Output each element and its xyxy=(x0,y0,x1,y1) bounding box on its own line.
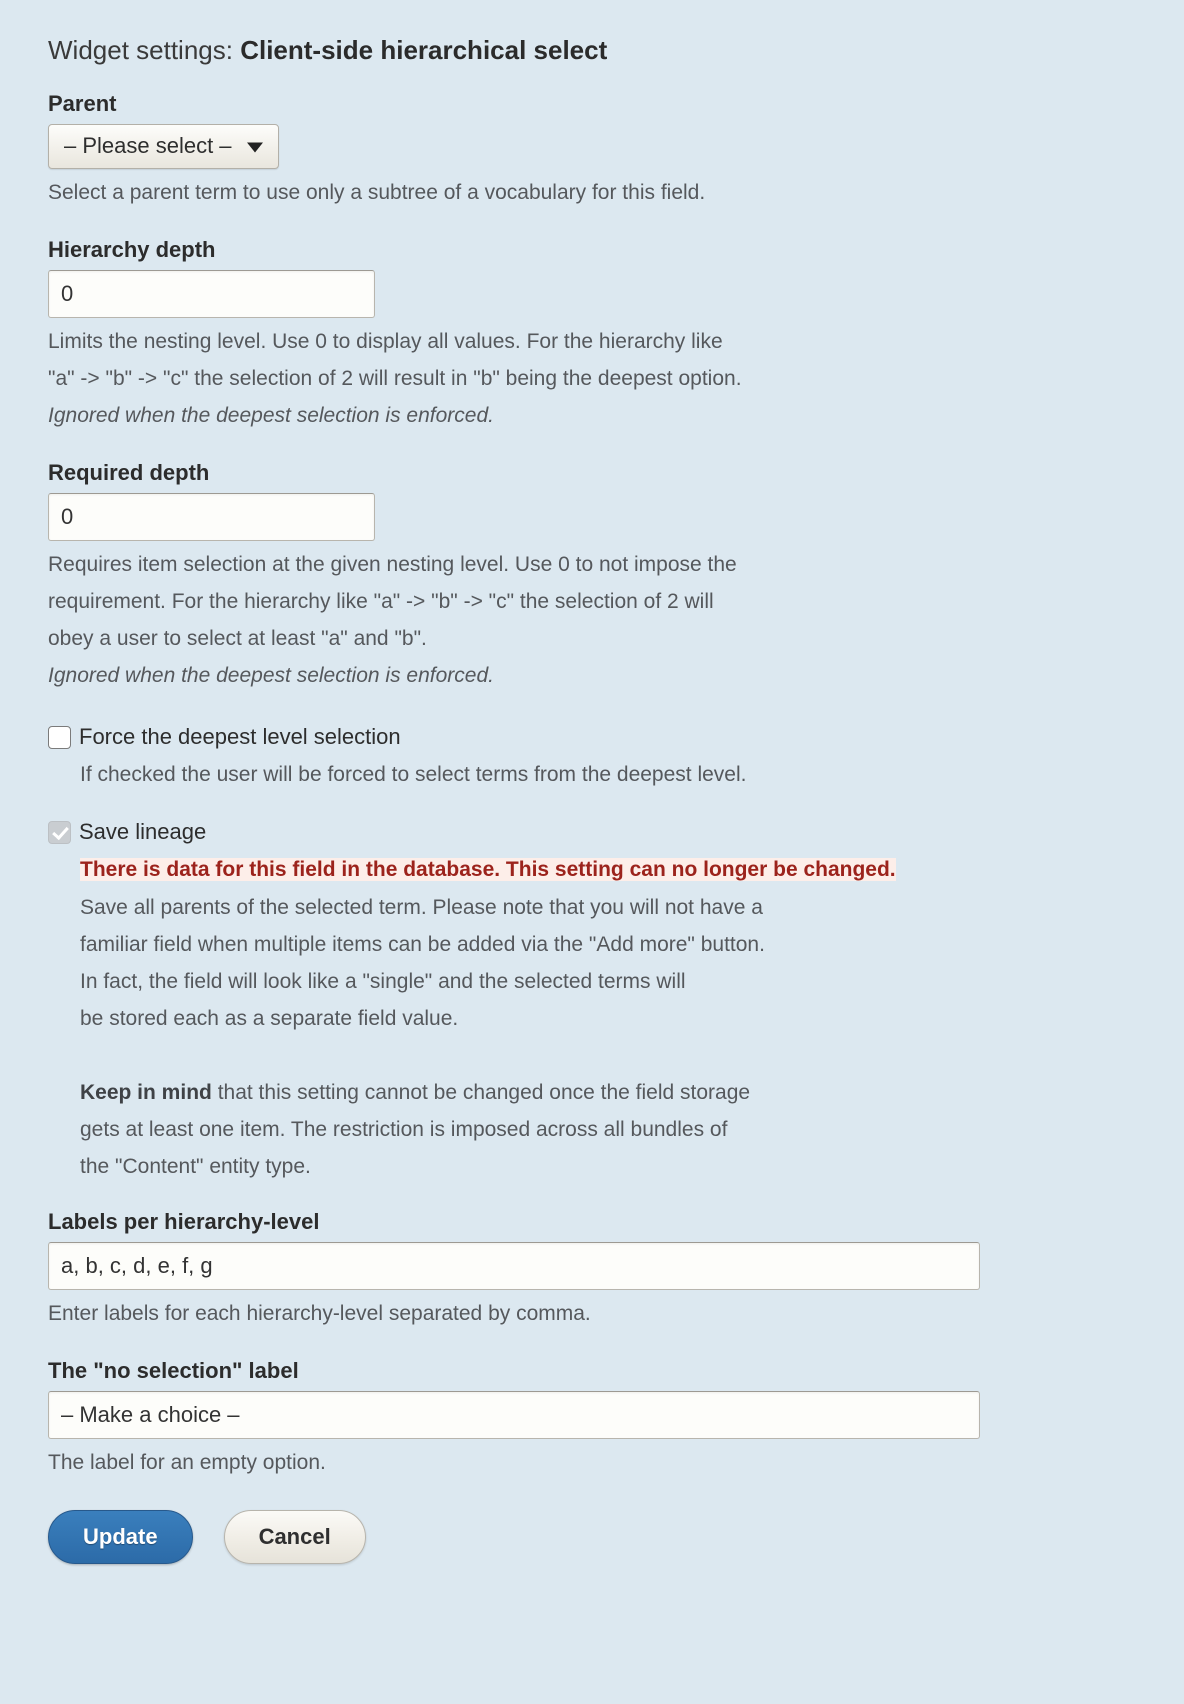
save-lineage-description-line4: be stored each as a separate field value. xyxy=(80,1007,459,1030)
hierarchy-depth-description-line2: "a" -> "b" -> "c" the selection of 2 will result in "b" being the deepest option. xyxy=(48,367,742,390)
hierarchy-depth-input[interactable] xyxy=(48,270,375,318)
required-depth-description-line3: obey a user to select at least "a" and "b". xyxy=(48,627,427,650)
save-lineage-warning-wrapper xyxy=(80,855,1136,885)
save-lineage-warning: There is data for this field in the database. This setting can no longer be changed. xyxy=(80,858,896,881)
required-depth-label: Required depth xyxy=(48,460,210,485)
save-lineage-description xyxy=(80,889,1136,1185)
update-button[interactable]: Update xyxy=(48,1510,193,1564)
spacer xyxy=(80,1037,1136,1074)
form-actions xyxy=(48,1510,1136,1564)
page-title-widget-name: Client-side hierarchical select xyxy=(240,35,608,65)
force-deepest-label: Force the deepest level selection xyxy=(79,724,401,749)
page-title xyxy=(48,33,1136,67)
parent-label: Parent xyxy=(48,91,117,116)
save-lineage-keep-in-mind-bold: Keep in mind xyxy=(80,1081,212,1104)
no-selection-label-label: The "no selection" label xyxy=(48,1358,299,1383)
no-selection-label-input[interactable] xyxy=(48,1391,980,1439)
force-deepest-checkbox-row[interactable] xyxy=(48,720,1136,754)
force-deepest-description: If checked the user will be forced to select terms from the deepest level. xyxy=(80,763,747,786)
save-lineage-keep-in-mind-line3: the "Content" entity type. xyxy=(80,1155,311,1178)
required-depth-field-group xyxy=(48,460,1136,694)
parent-description: Select a parent term to use only a subtree of a vocabulary for this field. xyxy=(48,181,706,204)
no-selection-label-field-group xyxy=(48,1358,1136,1481)
hierarchy-depth-description xyxy=(48,323,1136,434)
parent-select-wrapper xyxy=(48,124,279,169)
hierarchy-depth-description-line1: Limits the nesting level. Use 0 to display all values. For the hierarchy like xyxy=(48,330,723,353)
required-depth-description-line2: requirement. For the hierarchy like "a" -> "b" -> "c" the selection of 2 will xyxy=(48,590,714,613)
save-lineage-keep-in-mind-line2: gets at least one item. The restriction is imposed across all bundles of xyxy=(80,1118,728,1141)
hierarchy-depth-field-group xyxy=(48,237,1136,434)
force-deepest-checkbox[interactable] xyxy=(48,726,71,749)
no-selection-label-description: The label for an empty option. xyxy=(48,1451,326,1474)
labels-per-level-input[interactable] xyxy=(48,1242,980,1290)
cancel-button[interactable]: Cancel xyxy=(224,1510,366,1564)
save-lineage-description-line3: In fact, the field will look like a "single" and the selected terms will xyxy=(80,970,686,993)
parent-select[interactable] xyxy=(48,124,279,169)
save-lineage-label: Save lineage xyxy=(79,819,207,844)
save-lineage-description-line2: familiar field when multiple items can be added via the "Add more" button. xyxy=(80,933,765,956)
labels-per-level-field-group xyxy=(48,1209,1136,1332)
required-depth-input[interactable] xyxy=(48,493,375,541)
save-lineage-checkbox-row xyxy=(48,815,1136,849)
required-depth-description-note: Ignored when the deepest selection is enforced. xyxy=(48,664,494,687)
save-lineage-checkbox xyxy=(48,821,71,844)
save-lineage-keep-in-mind-line1 xyxy=(80,1074,1136,1111)
hierarchy-depth-label: Hierarchy depth xyxy=(48,237,216,262)
hierarchy-depth-description-note: Ignored when the deepest selection is enforced. xyxy=(48,404,494,427)
parent-field-group xyxy=(48,91,1136,211)
labels-per-level-label: Labels per hierarchy-level xyxy=(48,1209,320,1234)
save-lineage-field-group xyxy=(48,815,1136,1185)
page-title-prefix: Widget settings: xyxy=(48,35,241,65)
labels-per-level-description: Enter labels for each hierarchy-level separated by comma. xyxy=(48,1302,591,1325)
required-depth-description xyxy=(48,546,1136,694)
save-lineage-description-line1: Save all parents of the selected term. Please note that you will not have a xyxy=(80,896,763,919)
force-deepest-field-group xyxy=(48,720,1136,793)
required-depth-description-line1: Requires item selection at the given nesting level. Use 0 to not impose the xyxy=(48,553,737,576)
save-lineage-keep-in-mind-rest: that this setting cannot be changed once the field storage xyxy=(211,1081,751,1104)
